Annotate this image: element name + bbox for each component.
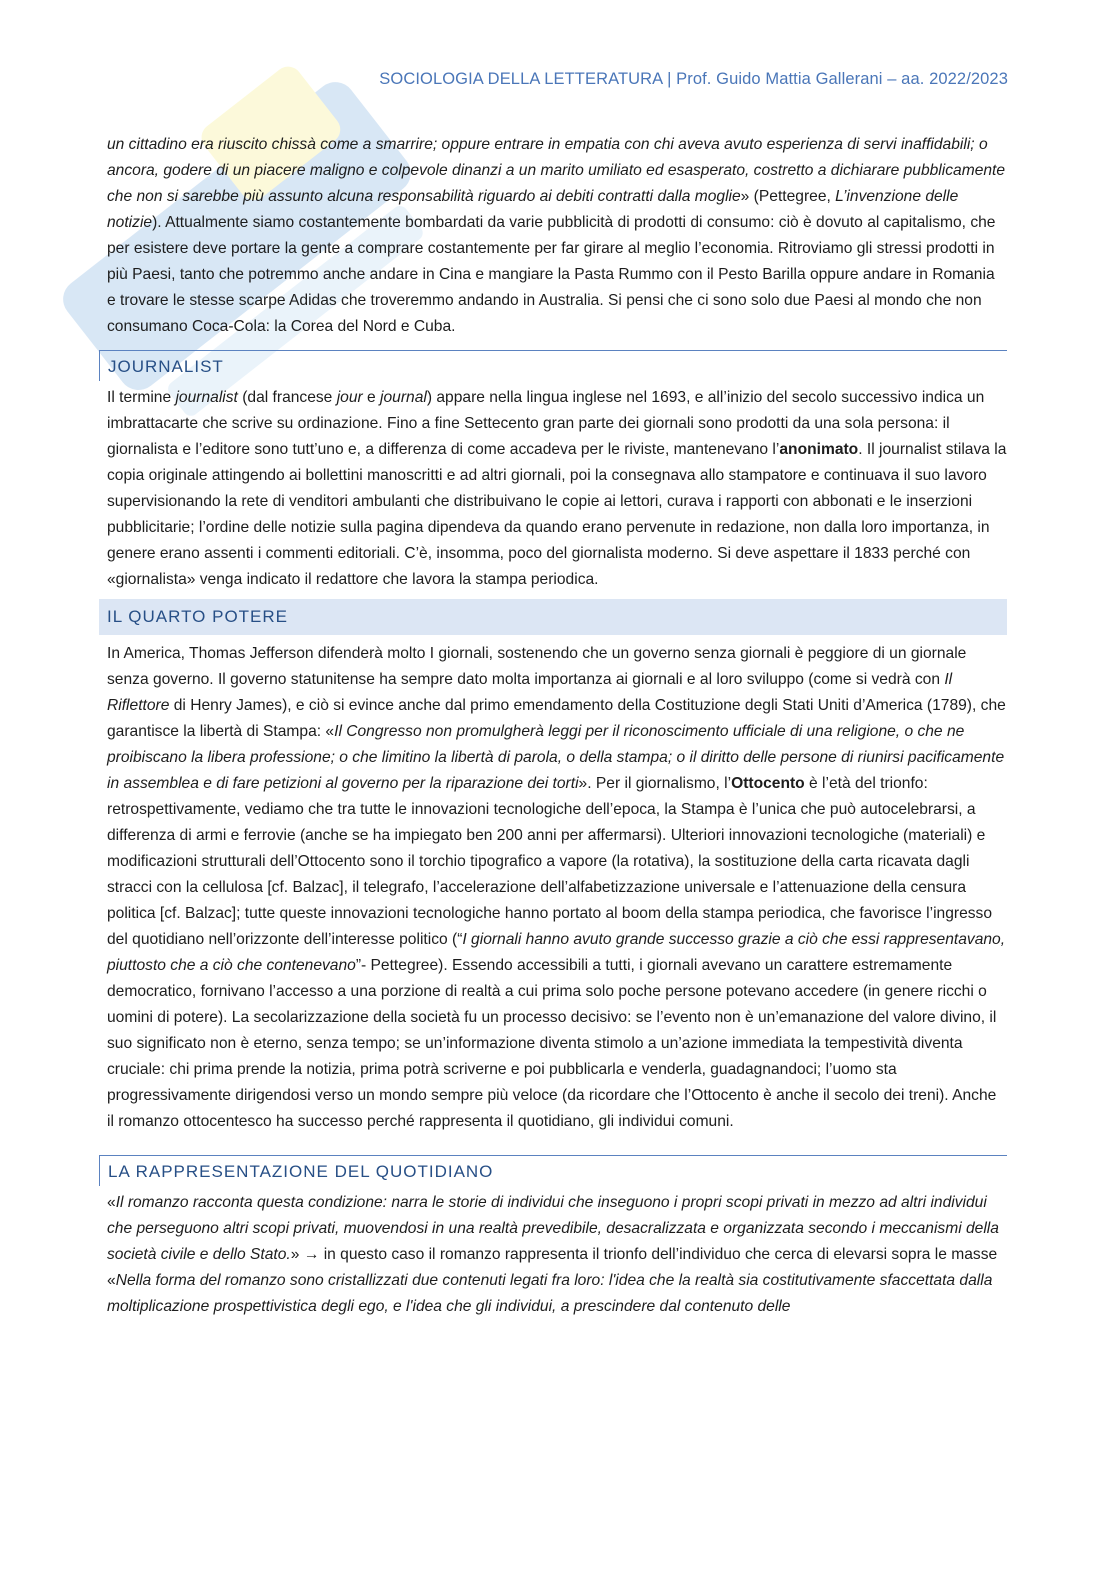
rappresentazione-paragraph-2: «Nella forma del romanzo sono cristallizzati due contenuti legati fra loro: l'idea che la realtà sia costitutivamente sfaccettata dalla moltiplicazione prospettivistica degli ego, e l'idea che gli individui, a prescindere dal contenuto delle: [107, 1272, 993, 1315]
quarto-potere-paragraph: In America, Thomas Jefferson difenderà molto I giornali, sostenendo che un governo senza giornali è peggiore di un giornale senza governo. Il governo statunitense ha sempre dato molta importanza ai giornali e al loro sviluppo (come si vedrà con Il Riflettore di Henry James), e ciò si evince anche dal primo emendamento della Costituzione degli Stati Uniti d’America (1789), che garantisce la libertà di Stampa: «Il Congresso non promulgherà leggi per il riconoscimento ufficiale di una religione, o che ne proibiscano la libera professione; o che limitino la libertà di parola, o della stampa; o il diritto delle persone di riunirsi pacificamente in assemblea e di fare petizioni al governo per la riparazione dei torti». Per il giornalismo, l’Ottocento è l’età del trionfo: retrospettivamente, vediamo che tra tutte le innovazioni tecnologiche dell’epoca, la Stampa è l’unica che può autocelebrarsi, a differenza di armi e ferrovie (anche se ha impiegato ben 200 anni per affermarsi). Ulteriori innovazioni tecnologiche (materiali) e modificazioni strutturali dell’Ottocento sono il torchio tipografico a vapore (la rotativa), la sostituzione della carta ricavata dagli stracci con la cellulosa [cf. Balzac], il telegrafo, l’accelerazione dell’alfabetizzazione universale e l’attenuazione della censura politica [cf. Balzac]; tutte queste innovazioni tecnologiche hanno portato al boom della stampa periodica, che favorisce l’ingresso del quotidiano nell’orizzonte dell’interesse politico (“I giornali hanno avuto grande successo grazie a ciò che essi rappresentavano, piuttosto che a ciò che contenevano”- Pettegree). Essendo accessibili a tutti, i giornali avevano un carattere estremamente democratico, fornivano l’accesso a una porzione di realtà a cui prima solo poche persone potevano accedere (in genere ricchi o uomini di potere). La secolarizzazione della società fu un processo decisivo: se l’evento non è un’emanazione del valore divino, il suo significato non è eterno, senza tempo; se un’informazione diventa stimolo a un’azione immediata la tempestività diventa cruciale: chi prima prende la notizia, prima potrà scriverne e poi pubblicarla e venderla, guadagnandoci; l’uomo sta progressivamente dirigendosi verso un mondo sempre più veloce (da ricordare che l’Ottocento è anche il secolo dei treni). Anche il romanzo ottocentesco ha successo perché rappresenta il quotidiano, gli individui comuni.: [107, 645, 1006, 1130]
heading-rappresentazione: LA RAPPRESENTAZIONE DEL QUOTIDIANO: [99, 1155, 1007, 1186]
heading-quarto-potere: IL QUARTO POTERE: [99, 599, 1007, 635]
journalist-paragraph: Il termine journalist (dal francese jour e journal) appare nella lingua inglese nel 1693, e all’inizio del secolo successivo indica un imbrattacarte che scrive su ordinazione. Fino a fine Settecento gran parte dei giornali sono prodotti da una sola persona: il giornalista e l’editore sono tutt’uno e, a differenza di come accadeva per le riviste, mantenevano l’anonimato. Il journalist stilava la copia originale attingendo ai bollettini manoscritti e ad altri giornali, poi la consegnava allo stampatore e continuava il suo lavoro supervisionando la rete di venditori ambulanti che distribuivano le copie ai lettori, curava i rapporti con abbonati e le inserzioni pubblicitarie; l’ordine delle notizie sulla pagina dipendeva da quando erano pervenute in redazione, non dalla loro importanza, in genere erano assenti i commenti editoriali. C’è, insomma, poco del giornalista moderno. Si deve aspettare il 1833 perché con «giornalista» venga indicato il redattore che lavora la stampa periodica.: [107, 389, 1007, 588]
rappresentazione-paragraph-1: «Il romanzo racconta questa condizione: narra le storie di individui che inseguono i propri scopi privati in mezzo ad altri individui che perseguono altri scopi privati, muovendosi in una realtà prevedibile, desacralizzata e organizzata secondo i meccanismi della società civile e dello Stato.» → in questo caso il romanzo rappresenta il trionfo dell’individuo che cerca di elevarsi sopra le masse: [107, 1194, 999, 1263]
intro-paragraph: un cittadino era riuscito chissà come a smarrire; oppure entrare in empatia con chi aveva avuto esperienza di servi inaffidabili; o ancora, godere di un piacere maligno e colpevole dinanzi a un marito umiliato ed esasperato, costretto a dichiarare pubblicamente che non si sarebbe più assunto alcuna responsabilità riguardo ai debiti contratti dalla moglie» (Pettegree, L’invenzione delle notizie). Attualmente siamo costantemente bombardati da varie pubblicità di prodotti di consumo: ciò è dovuto al capitalismo, che per esistere deve portare la gente a comprare costantemente per far girare al meglio l’economia. Ritroviamo gli stressi prodotti in più Paesi, tanto che potremmo anche andare in Cina e mangiare la Pasta Rummo con il Pesto Barilla oppure andare in Romania e trovare le stesse scarpe Adidas che troveremmo andando in Australia. Si pensi che ci sono solo due Paesi al mondo che non consumano Coca-Cola: la Corea del Nord e Cuba.: [107, 136, 1006, 335]
heading-journalist: JOURNALIST: [99, 350, 1007, 381]
document-body: [107, 132, 1007, 1320]
page-header: SOCIOLOGIA DELLA LETTERATURA | Prof. Guido Mattia Gallerani – aa. 2022/2023: [379, 70, 1008, 88]
